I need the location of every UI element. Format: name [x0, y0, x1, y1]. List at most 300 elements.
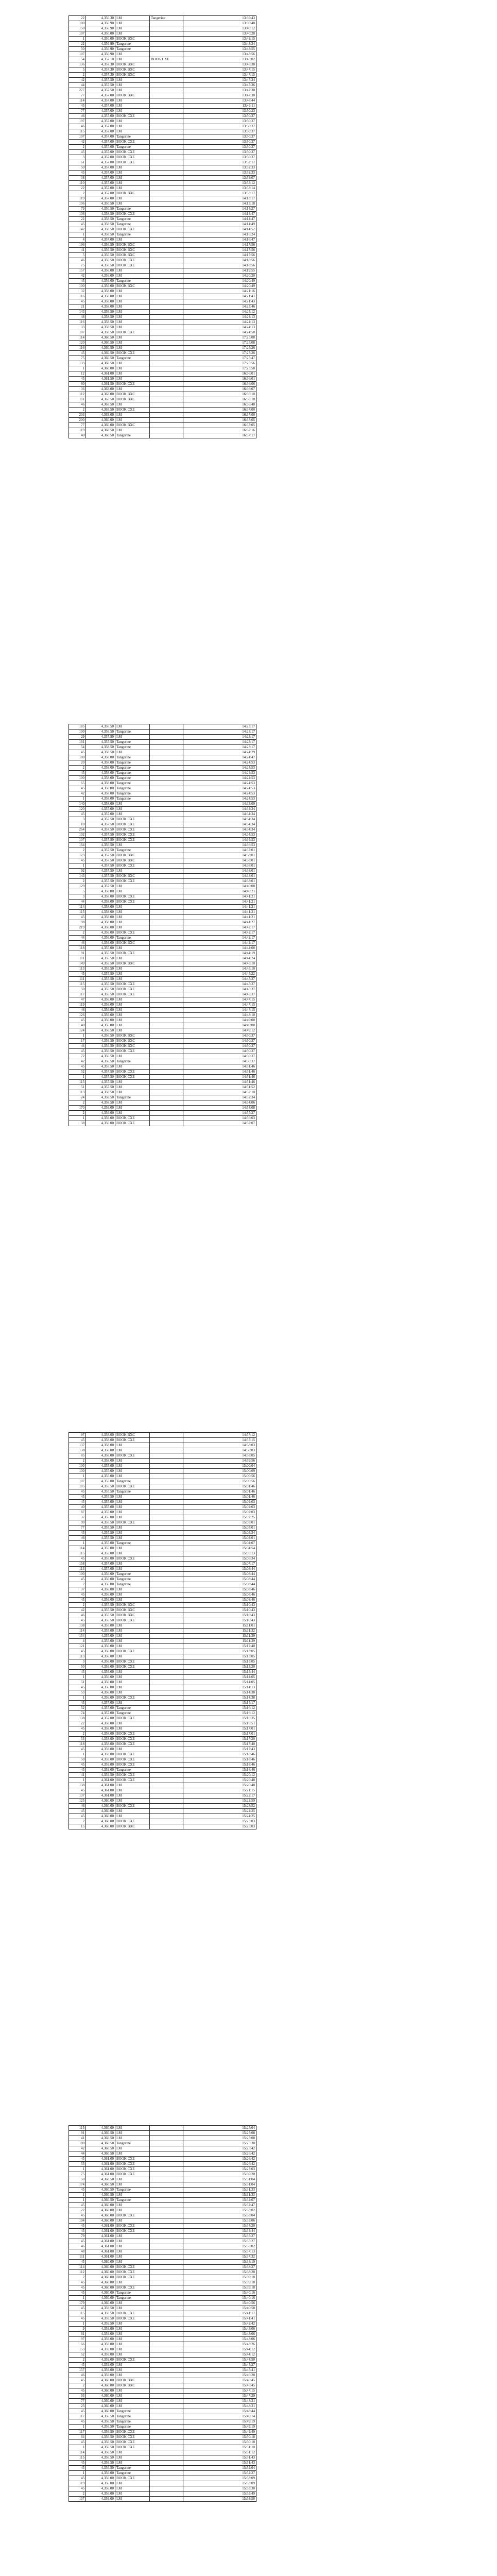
time-cell: 13:49:11 — [183, 104, 256, 109]
time-cell: 14:14:47 — [183, 217, 256, 222]
quantity-cell: 45 — [69, 1747, 86, 1752]
price-cell: 4,360.00 — [86, 1809, 115, 1814]
price-cell: 4,357.50 — [86, 817, 115, 822]
quantity-cell: 174 — [69, 2182, 86, 2188]
venue-cell: BOOK CXE — [115, 2157, 150, 2162]
time-cell: 14:17:56 — [183, 253, 256, 258]
table-row — [69, 1804, 256, 1809]
table-row — [69, 827, 256, 833]
price-cell: 4,359.00 — [86, 2373, 115, 2378]
venue-cell: I.M — [115, 1531, 150, 1536]
quantity-cell: 264 — [69, 827, 86, 833]
venue-extra-cell — [150, 2136, 183, 2141]
venue-extra-cell — [150, 114, 183, 119]
time-cell: 14:20:49 — [183, 279, 256, 284]
venue-cell: I.M — [115, 1106, 150, 1111]
table-row — [69, 428, 256, 433]
quantity-cell: 45 — [69, 1762, 86, 1768]
venue-extra-cell — [150, 2249, 183, 2255]
time-cell: 14:23:17 — [183, 735, 256, 740]
venue-cell: I.M — [115, 310, 150, 315]
price-cell: 4,356.00 — [86, 1106, 115, 1111]
price-cell: 4,357.00 — [86, 176, 115, 181]
quantity-cell: 133 — [69, 361, 86, 366]
time-cell: 16:37:00 — [183, 413, 256, 418]
venue-cell: BOOK CXE — [115, 140, 150, 145]
price-cell: 4,359.00 — [86, 1752, 115, 1757]
price-cell: 4,357.00 — [86, 114, 115, 119]
quantity-cell: 17 — [69, 1039, 86, 1044]
time-cell: 13:52:33 — [183, 165, 256, 171]
venue-cell: BOOK CXE — [115, 1484, 150, 1489]
venue-extra-cell — [150, 433, 183, 438]
price-cell: 4,355.50 — [86, 1608, 115, 1613]
quantity-cell: 100 — [69, 1572, 86, 1577]
table-row — [69, 1572, 256, 1577]
venue-cell: Tangerine — [115, 755, 150, 760]
quantity-cell: 45 — [69, 1685, 86, 1690]
time-cell: 15:03:01 — [183, 1520, 256, 1526]
time-cell: 15:51:43 — [183, 2461, 256, 2466]
time-cell: 15:46:28 — [183, 2373, 256, 2378]
quantity-cell: 1 — [69, 1474, 86, 1479]
venue-extra-cell — [150, 1567, 183, 1572]
table-row — [69, 299, 256, 304]
quantity-cell: 12 — [69, 371, 86, 377]
venue-cell: I.M — [115, 2306, 150, 2311]
venue-extra-cell — [150, 1819, 183, 1824]
venue-extra-cell — [150, 2296, 183, 2301]
venue-cell: Tangerine — [115, 356, 150, 361]
venue-cell: BOOK CXE — [115, 2476, 150, 2481]
quantity-cell: 91 — [69, 2131, 86, 2136]
table-row — [69, 31, 256, 37]
price-cell: 4,358.50 — [86, 212, 115, 217]
table-row — [69, 1685, 256, 1690]
venue-extra-cell — [150, 910, 183, 915]
time-cell: 14:14:49 — [183, 222, 256, 227]
price-cell: 4,360.00 — [86, 2213, 115, 2218]
venue-extra-cell — [150, 88, 183, 93]
quantity-cell: 1 — [69, 1752, 86, 1757]
venue-extra-cell — [150, 341, 183, 346]
time-cell: 14:23:17 — [183, 724, 256, 730]
table-row — [69, 217, 256, 222]
venue-extra-cell — [150, 201, 183, 207]
time-cell: 14:24:47 — [183, 755, 256, 760]
venue-extra-cell — [150, 1726, 183, 1732]
venue-cell: Tangerine — [115, 2409, 150, 2414]
price-cell: 4,355.00 — [86, 1541, 115, 1546]
quantity-cell: 46 — [69, 1613, 86, 1618]
quantity-cell: 123 — [69, 853, 86, 858]
venue-cell: BOOK BXC — [115, 284, 150, 289]
venue-extra-cell — [150, 73, 183, 78]
table-row — [69, 2466, 256, 2471]
venue-cell: I.M — [115, 1680, 150, 1685]
quantity-cell: 219 — [69, 925, 86, 930]
time-cell: 14:41:21 — [183, 910, 256, 915]
time-cell: 15:10:43 — [183, 1613, 256, 1618]
venue-cell: I.M — [115, 299, 150, 304]
table-row — [69, 83, 256, 88]
time-cell: 15:33:04 — [183, 2213, 256, 2218]
venue-extra-cell — [150, 238, 183, 243]
quantity-cell: 40 — [69, 1023, 86, 1028]
venue-cell: BOOK CXE — [115, 1665, 150, 1670]
price-cell: 4,359.00 — [86, 1757, 115, 1762]
venue-extra-cell — [150, 1814, 183, 1819]
venue-extra-cell — [150, 1716, 183, 1721]
venue-cell: I.M — [115, 1500, 150, 1505]
venue-cell: I.M — [115, 2461, 150, 2466]
quantity-cell: 114 — [69, 1629, 86, 1634]
quantity-cell: 42 — [69, 1059, 86, 1064]
price-cell: 4,360.00 — [86, 2126, 115, 2131]
time-cell: 13:50:37 — [183, 124, 256, 129]
price-cell: 4,360.00 — [86, 1804, 115, 1809]
venue-extra-cell — [150, 2430, 183, 2435]
time-cell: 15:40:58 — [183, 2306, 256, 2311]
price-cell: 4,357.50 — [86, 833, 115, 838]
table-row — [69, 335, 256, 341]
time-cell: 15:40:56 — [183, 2301, 256, 2306]
venue-extra-cell — [150, 21, 183, 26]
quantity-cell: 46 — [69, 2244, 86, 2249]
quantity-cell: 46 — [69, 258, 86, 263]
venue-cell: I.M — [115, 1562, 150, 1567]
venue-cell: BOOK CXE — [115, 2445, 150, 2450]
venue-cell: BOOK BXC — [115, 1608, 150, 1613]
venue-cell: BOOK CXE — [115, 2229, 150, 2234]
time-cell: 14:44:00 — [183, 946, 256, 951]
time-cell: 15:00:56 — [183, 1474, 256, 1479]
venue-cell: BOOK BXC — [115, 853, 150, 858]
venue-cell: I.M — [115, 1008, 150, 1013]
venue-extra-cell — [150, 1510, 183, 1515]
quantity-cell: 20 — [69, 760, 86, 766]
venue-extra-cell — [150, 1696, 183, 1701]
price-cell: 4,355.50 — [86, 967, 115, 972]
venue-cell: I.M — [115, 2234, 150, 2239]
time-cell: 15:22:59 — [183, 1799, 256, 1804]
time-cell: 14:50:37 — [183, 1049, 256, 1054]
time-cell: 15:02:03 — [183, 1500, 256, 1505]
price-cell: 4,356.00 — [86, 2481, 115, 2486]
venue-extra-cell — [150, 2141, 183, 2146]
time-cell: 14:36:53 — [183, 843, 256, 848]
venue-extra-cell — [150, 1685, 183, 1690]
venue-cell: I.M — [115, 1644, 150, 1649]
table-row — [69, 910, 256, 915]
price-cell: 4,363.00 — [86, 387, 115, 392]
time-cell: 15:34:20 — [183, 2224, 256, 2229]
quantity-cell: 45 — [69, 1768, 86, 1773]
venue-cell: I.M — [115, 2332, 150, 2337]
venue-cell: I.M — [115, 366, 150, 371]
quantity-cell: 2 — [69, 1111, 86, 1116]
time-cell: 14:24:29 — [183, 750, 256, 755]
table-row — [69, 2342, 256, 2347]
table-row — [69, 2296, 256, 2301]
quantity-cell: 9 — [69, 2327, 86, 2332]
table-row — [69, 2399, 256, 2404]
venue-extra-cell — [150, 109, 183, 114]
venue-cell: Tangerine — [115, 796, 150, 802]
table-row — [69, 93, 256, 98]
time-cell: 15:41:17 — [183, 2311, 256, 2316]
quantity-cell: 44 — [69, 1044, 86, 1049]
venue-cell: I.M — [115, 2347, 150, 2352]
venue-cell: Tangerine — [115, 232, 150, 238]
venue-extra-cell — [150, 263, 183, 268]
price-cell: 4,357.00 — [86, 812, 115, 817]
time-cell: 15:46:45 — [183, 2378, 256, 2383]
time-cell: 14:52:10 — [183, 1090, 256, 1095]
venue-cell: I.M — [115, 294, 150, 299]
venue-cell: I.M — [115, 346, 150, 351]
quantity-cell: 45 — [69, 2388, 86, 2394]
venue-extra-cell — [150, 315, 183, 320]
venue-cell: BOOK CXE — [115, 863, 150, 869]
time-cell: 15:25:42 — [183, 2146, 256, 2151]
price-cell: 4,358.00 — [86, 920, 115, 925]
price-cell: 4,357.00 — [86, 93, 115, 98]
venue-cell: I.M — [115, 2450, 150, 2455]
time-cell: 16:36:48 — [183, 402, 256, 408]
price-cell: 4,359.00 — [86, 2327, 115, 2332]
price-cell: 4,356.50 — [86, 253, 115, 258]
price-cell: 4,358.50 — [86, 1090, 115, 1095]
table-row — [69, 987, 256, 992]
price-cell: 4,358.00 — [86, 289, 115, 294]
page-1 — [68, 15, 256, 438]
table-row — [69, 423, 256, 428]
time-cell: 14:42:17 — [183, 936, 256, 941]
time-cell: 15:51:12 — [183, 2450, 256, 2455]
time-cell: 15:04:54 — [183, 1546, 256, 1551]
quantity-cell: 1 — [69, 796, 86, 802]
table-row — [69, 2218, 256, 2224]
venue-cell: Tangerine — [115, 936, 150, 941]
price-cell: 4,356.00 — [86, 2497, 115, 2502]
table-row — [69, 382, 256, 387]
venue-extra-cell — [150, 1121, 183, 1126]
venue-cell: I.M — [115, 1536, 150, 1541]
venue-cell: I.M — [115, 1028, 150, 1033]
venue-extra-cell — [150, 1649, 183, 1654]
price-cell: 4,359.50 — [86, 2316, 115, 2321]
quantity-cell: 38 — [69, 1121, 86, 1126]
venue-cell: BOOK BXC — [115, 874, 150, 879]
price-cell: 4,356.00 — [86, 284, 115, 289]
time-cell: 15:14:13 — [183, 1685, 256, 1690]
quantity-cell: 2 — [69, 1603, 86, 1608]
venue-extra-cell — [150, 1064, 183, 1070]
venue-extra-cell — [150, 129, 183, 134]
table-row — [69, 181, 256, 186]
table-row — [69, 781, 256, 786]
venue-cell: Tangerine — [115, 2296, 150, 2301]
price-cell: 4,358.50 — [86, 745, 115, 750]
time-cell: 15:44:50 — [183, 2358, 256, 2363]
venue-extra-cell — [150, 1080, 183, 1085]
venue-extra-cell — [150, 1762, 183, 1768]
price-cell: 4,355.00 — [86, 946, 115, 951]
price-cell: 4,357.30 — [86, 62, 115, 67]
quantity-cell: 138 — [69, 1448, 86, 1453]
price-cell: 4,359.50 — [86, 2306, 115, 2311]
venue-extra-cell — [150, 2363, 183, 2368]
trades-table-1 — [68, 15, 256, 438]
table-row — [69, 37, 256, 42]
time-cell: 15:51:43 — [183, 2455, 256, 2461]
venue-cell: BOOK CXE — [115, 1659, 150, 1665]
venue-cell: Tangerine — [115, 781, 150, 786]
venue-extra-cell — [150, 745, 183, 750]
time-cell: 14:16:24 — [183, 232, 256, 238]
table-row — [69, 1680, 256, 1685]
table-row — [69, 776, 256, 781]
venue-cell: BOOK CXE — [115, 155, 150, 160]
quantity-cell: 42 — [69, 2146, 86, 2151]
table-row — [69, 1670, 256, 1675]
quantity-cell: 77 — [69, 423, 86, 428]
venue-cell: BOOK CXE — [115, 1819, 150, 1824]
price-cell: 4,358.00 — [86, 900, 115, 905]
quantity-cell: 129 — [69, 884, 86, 889]
venue-cell: BOOK CXE — [115, 1049, 150, 1054]
table-row — [69, 833, 256, 838]
price-cell: 4,356.50 — [86, 1033, 115, 1039]
venue-cell: I.M — [115, 2151, 150, 2157]
venue-cell: I.M — [115, 371, 150, 377]
time-cell: 14:24:53 — [183, 766, 256, 771]
time-cell: 14:38:01 — [183, 858, 256, 863]
venue-cell: I.M — [115, 889, 150, 894]
venue-cell: I.M — [115, 956, 150, 961]
price-cell: 4,355.00 — [86, 1623, 115, 1629]
venue-extra-cell — [150, 1469, 183, 1474]
venue-extra-cell — [150, 67, 183, 73]
table-row — [69, 433, 256, 438]
time-cell: 14:34:34 — [183, 812, 256, 817]
quantity-cell: 45 — [69, 2285, 86, 2291]
venue-extra-cell — [150, 1116, 183, 1121]
quantity-cell: 45 — [69, 1592, 86, 1598]
venue-cell: BOOK CXE — [115, 351, 150, 356]
venue-extra-cell — [150, 165, 183, 171]
quantity-cell: 107 — [69, 330, 86, 335]
venue-extra-cell — [150, 1778, 183, 1783]
table-row — [69, 176, 256, 181]
quantity-cell: 61 — [69, 160, 86, 165]
price-cell: 4,357.50 — [86, 838, 115, 843]
table-row — [69, 1773, 256, 1778]
table-row — [69, 1726, 256, 1732]
venue-extra-cell — [150, 2383, 183, 2388]
price-cell: 4,357.00 — [86, 140, 115, 145]
table-row — [69, 941, 256, 946]
table-row — [69, 997, 256, 1003]
venue-cell: I.M — [115, 2280, 150, 2285]
time-cell: 13:50:37 — [183, 119, 256, 124]
quantity-cell: 100 — [69, 2141, 86, 2146]
quantity-cell: 45 — [69, 972, 86, 977]
venue-cell: BOOK CXE — [115, 2167, 150, 2172]
time-cell: 14:49:00 — [183, 1023, 256, 1028]
quantity-cell: 1 — [69, 2321, 86, 2327]
quantity-cell: 137 — [69, 1793, 86, 1799]
price-cell: 4,360.00 — [86, 2296, 115, 2301]
table-row — [69, 2492, 256, 2497]
quantity-cell: 110 — [69, 181, 86, 186]
price-cell: 4,356.00 — [86, 1598, 115, 1603]
time-cell: 13:50:37 — [183, 129, 256, 134]
venue-cell: I.M — [115, 2492, 150, 2497]
venue-extra-cell — [150, 807, 183, 812]
table-row — [69, 2430, 256, 2435]
venue-cell: BOOK BXC — [115, 73, 150, 78]
venue-cell: I.M — [115, 387, 150, 392]
venue-extra-cell: BOOK CXE — [150, 57, 183, 62]
time-cell: 15:43:26 — [183, 2342, 256, 2347]
venue-extra-cell — [150, 2301, 183, 2306]
venue-cell: I.M — [115, 304, 150, 310]
table-row — [69, 1039, 256, 1044]
quantity-cell: 1 — [69, 2425, 86, 2430]
time-cell: 14:50:37 — [183, 1044, 256, 1049]
table-row — [69, 119, 256, 124]
venue-extra-cell — [150, 26, 183, 31]
quantity-cell: 50 — [69, 47, 86, 52]
price-cell: 4,355.50 — [86, 1520, 115, 1526]
price-cell: 4,358.50 — [86, 1100, 115, 1106]
quantity-cell: 143 — [69, 874, 86, 879]
time-cell: 14:47:15 — [183, 1003, 256, 1008]
time-cell: 14:49:12 — [183, 1028, 256, 1033]
quantity-cell: 45 — [69, 2440, 86, 2445]
table-row — [69, 2486, 256, 2492]
quantity-cell: 124 — [69, 1028, 86, 1033]
venue-cell: I.M — [115, 289, 150, 294]
venue-extra-cell — [150, 2203, 183, 2208]
venue-cell: I.M — [115, 1598, 150, 1603]
venue-extra-cell — [150, 392, 183, 397]
venue-cell: I.M — [115, 104, 150, 109]
price-cell: 4,357.10 — [86, 57, 115, 62]
table-row — [69, 735, 256, 740]
quantity-cell: 115 — [69, 982, 86, 987]
price-cell: 4,358.00 — [86, 786, 115, 791]
table-row — [69, 2425, 256, 2430]
venue-cell: BOOK CXE — [115, 879, 150, 884]
table-row — [69, 2471, 256, 2476]
time-cell: 15:23:52 — [183, 1804, 256, 1809]
venue-cell: BOOK CXE — [115, 1757, 150, 1762]
quantity-cell: 45 — [69, 351, 86, 356]
venue-extra-cell — [150, 1788, 183, 1793]
price-cell: 4,355.00 — [86, 1500, 115, 1505]
price-cell: 4,361.00 — [86, 1793, 115, 1799]
quantity-cell: 74 — [69, 1711, 86, 1716]
venue-cell: I.M — [115, 21, 150, 26]
price-cell: 4,357.50 — [86, 1085, 115, 1090]
time-cell: 13:47:36 — [183, 83, 256, 88]
price-cell: 4,355.50 — [86, 982, 115, 987]
venue-extra-cell — [150, 1757, 183, 1762]
time-cell: 15:17:43 — [183, 1747, 256, 1752]
